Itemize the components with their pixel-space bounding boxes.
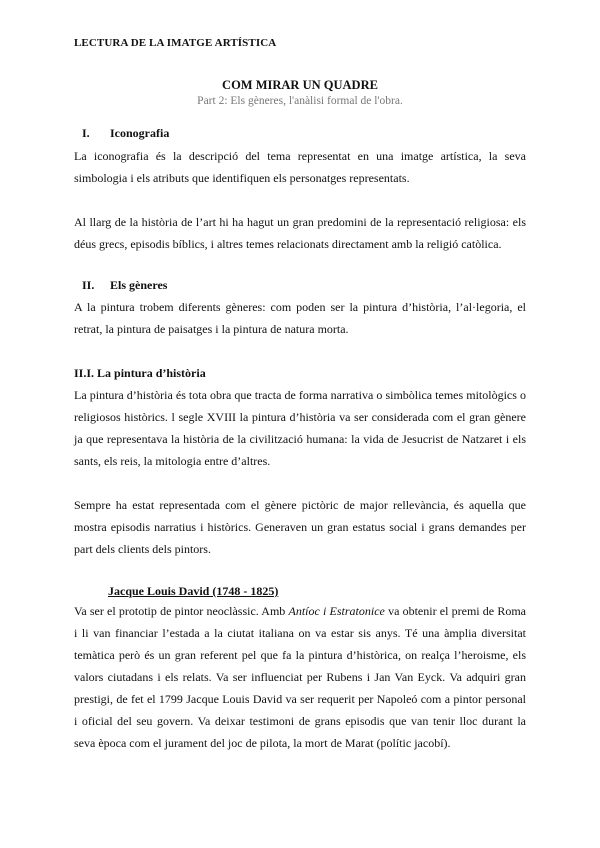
- paragraph-line: Sempre ha estat representada com el gènere pictòric de major rellevància, és aquella que: [74, 498, 526, 512]
- artist-heading: Jacque Louis David (1748 - 1825): [108, 584, 279, 598]
- text-run: Va ser el prototip de pintor neoclàssic. Amb: [74, 604, 289, 618]
- paragraph-line: A la pintura trobem diferents gèneres: com poden ser la pintura d’història, l’al·legoria, el: [74, 300, 526, 314]
- paragraph-line: sants, els reis, la mitologia entre d’altres.: [74, 454, 271, 468]
- paragraph: [74, 384, 526, 472]
- paragraph-line: religiosos històrics. l segle XVIII la pintura d’història va ser considerada com el gran gènere: [74, 410, 526, 424]
- paragraph: [74, 296, 526, 340]
- paragraph-line: valors ciutadans i els relats. Va ser influenciat per Rubens i Jan Van Eyck. Va adquiri gran: [74, 670, 526, 684]
- artwork-title: Antíoc i Estratonice: [288, 604, 385, 618]
- paragraph: [74, 600, 526, 754]
- section-heading-iconografia: [82, 126, 169, 141]
- section-heading-generes: [82, 278, 167, 293]
- paragraph-line: [74, 600, 526, 622]
- text-run: va obtenir el premi de Roma: [384, 604, 526, 618]
- document-subtitle: Part 2: Els gèneres, l'anàlisi formal de l'obra.: [197, 95, 403, 107]
- paragraph: [74, 145, 526, 189]
- paragraph: [74, 211, 526, 255]
- section-number: I.: [82, 126, 90, 140]
- paragraph-line: seva època com el jurament del joc de pilota, la mort de Marat (polític jacobí).: [74, 736, 451, 750]
- paragraph-line: La iconografia és la descripció del tema representat en una imatge artística, la seva: [74, 149, 526, 163]
- paragraph-line: simbologia i els atributs que identifiquen els personatges representats.: [74, 171, 410, 185]
- paragraph-line: prestigi, de fet el 1799 Jacque Louis David va ser requerit per Napoleó com a pintor personal: [74, 692, 526, 706]
- subsection-heading-pintura-historia: II.I. La pintura d’història: [74, 366, 206, 380]
- document-title: COM MIRAR UN QUADRE: [222, 78, 378, 92]
- paragraph-line: mostra episodis narratius i històrics. Generaven un gran estatus social i grans demandes per: [74, 520, 526, 534]
- paragraph-line: déus grecs, episodis bíblics, i altres temes relacionats directament amb la religió catòlica.: [74, 237, 502, 251]
- paragraph-line: i oficial del seu govern. Va deixar testimoni de grans episodis que van tenir lloc durant la: [74, 714, 526, 728]
- document-header: LECTURA DE LA IMATGE ARTÍSTICA: [74, 37, 277, 49]
- paragraph: [74, 494, 526, 560]
- section-title: Iconografia: [110, 126, 170, 140]
- paragraph-line: retrat, la pintura de paisatges i la pintura de natura morta.: [74, 322, 349, 336]
- paragraph-line: part dels clients dels pintors.: [74, 542, 211, 556]
- paragraph-line: Al llarg de la història de l’art hi ha hagut un gran predomini de la representació religiosa: els: [74, 215, 526, 229]
- paragraph-line: La pintura d’història és tota obra que tracta de forma narrativa o simbòlica temes mitològics o: [74, 388, 526, 402]
- paragraph-line: i li van financiar l’estada a la ciutat italiana on va estar sis anys. Té una àmplia diversitat: [74, 626, 526, 640]
- section-number: II.: [82, 278, 95, 292]
- paragraph-line: ja que representava la història de la civilització humana: la vida de Jesucrist de Natzaret i els: [74, 432, 526, 446]
- section-title: Els gèneres: [110, 278, 168, 292]
- paragraph-line: temàtica però és un gran referent pel que fa la pintura d’històrica, on realça l’heroisme, els: [74, 648, 526, 662]
